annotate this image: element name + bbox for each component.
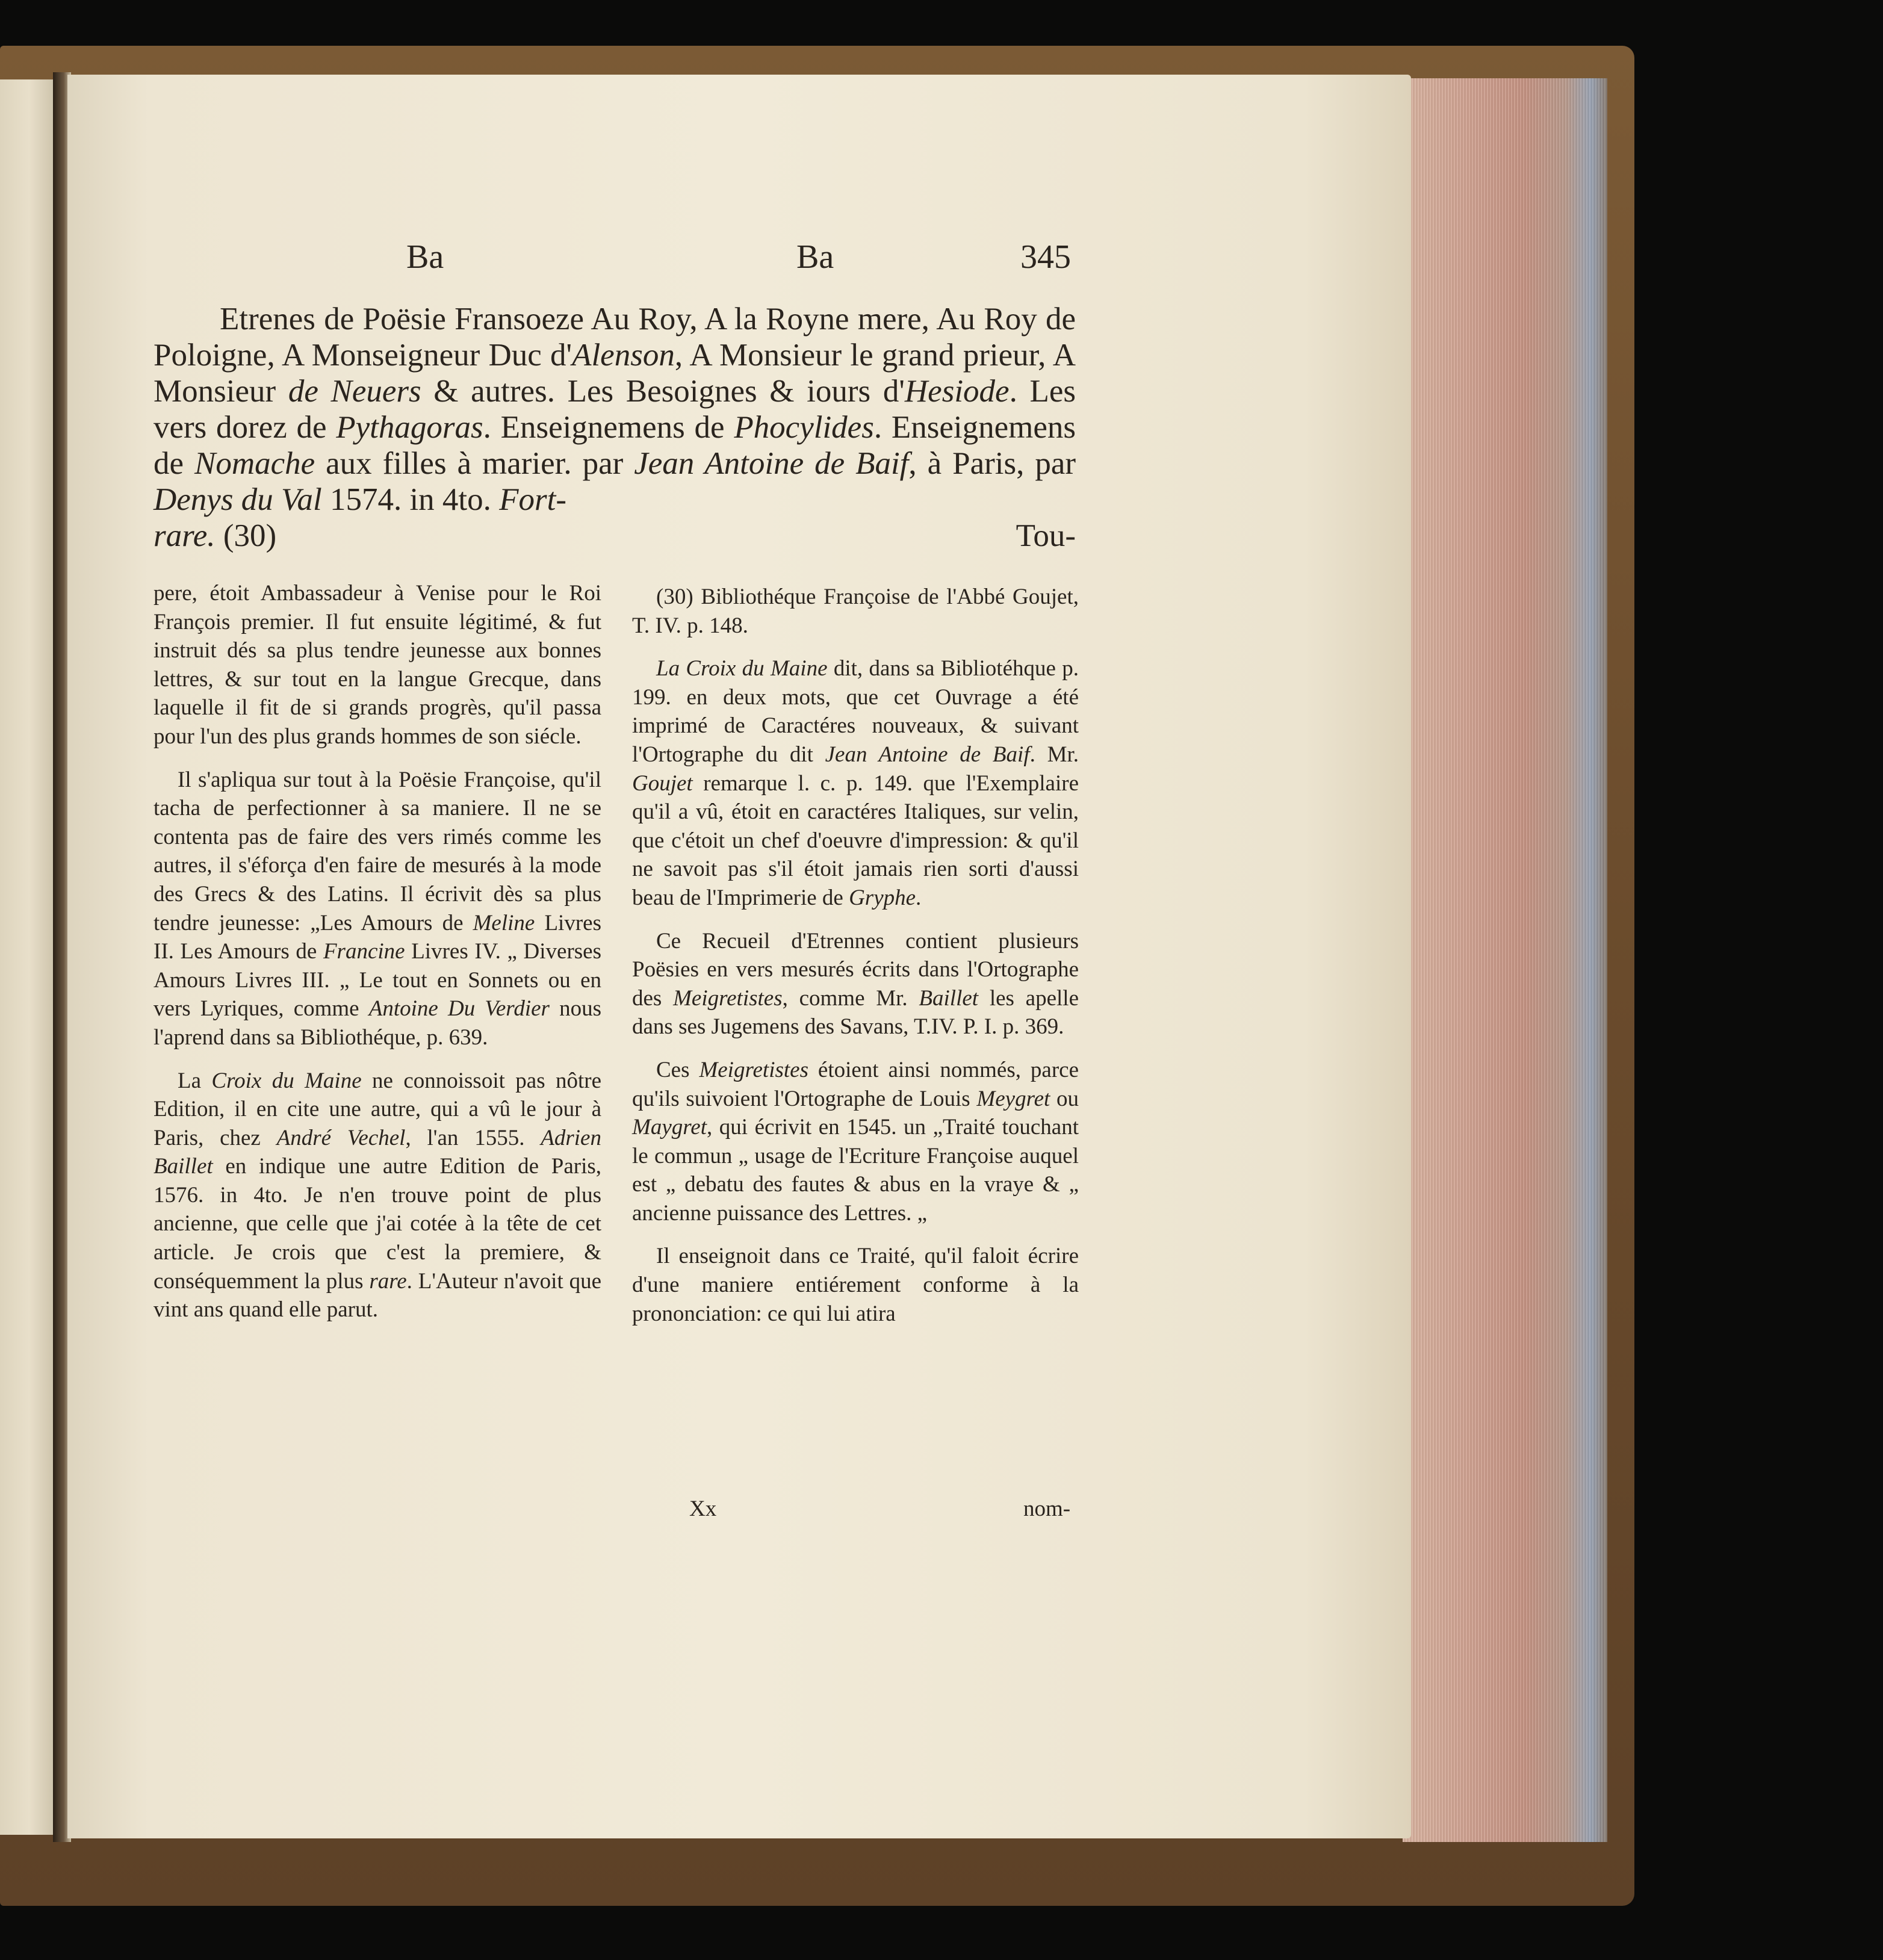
footnote-ref: (30) [215, 518, 277, 553]
paragraph: pere, étoit Ambassadeur à Venise pour le Roi François premier. Il fut ensuite légitimé, & fut instruit dés sa plus tendre jeunesse aux bonnes lettres, & sur tout en la langue Grecque, dans laquelle il fit de si grands progrès, qu'il passa pour l'un des plus grands hommes de son siécle. [154, 581, 601, 749]
intro-italic: Pythagoras [336, 410, 483, 445]
left-column [154, 579, 601, 1339]
paragraph: Ces Meigretistes étoient ainsi nommés, parce qu'ils suivoient l'Ortographe de Louis Meygret ou Maygret, qui écrivit en 1545. un „Traité touchant le commun „ usage de l'Ecriture Françoise auquel est „ debatu des fautes & abus en la vraye & „ ancienne puissance des Lettres. „ [632, 1057, 1079, 1226]
intro-text: Etrenes de Poësie Fransoeze Au Roy, A la Royne mere, Au Roy de Poloigne, A Monseigneur Duc d' [154, 302, 1076, 373]
intro-text: aux filles à marier. par [315, 446, 634, 481]
intro-italic: Denys du Val [154, 482, 322, 517]
intro-italic: Phocylides [734, 410, 874, 445]
intro-italic: rare. [154, 518, 216, 553]
header-center: Ba [796, 238, 834, 276]
intro-text: , à Paris, par [908, 446, 1076, 481]
intro-italic: de Neuers [288, 374, 421, 409]
catchword: Tou- [1016, 518, 1076, 553]
intro-text: . Enseignemens de [483, 410, 734, 445]
intro-text: , A Monsieur le grand prieur, A Monsieur [154, 338, 1076, 409]
footnote: (30) Bibliothéque Françoise de l'Abbé Goujet, T. IV. p. 148. [632, 585, 1079, 638]
intro-italic: Hesiode [904, 374, 1010, 409]
right-column [632, 583, 1079, 1342]
page-edges [1403, 78, 1607, 1842]
facing-page [0, 79, 53, 1835]
intro-italic: Fort- [499, 482, 567, 517]
intro-italic: Nomache [194, 446, 315, 481]
page-number: 345 [1020, 238, 1071, 276]
signature-mark: Xx [689, 1496, 717, 1521]
paragraph: Ce Recueil d'Etrennes contient plusieurs Poësies en vers mesurés écrits dans l'Ortographe des Meigretistes, comme Mr. Baillet les apelle dans ses Jugemens des Savans, T.IV. P. I. p. 369. [632, 928, 1079, 1040]
intro-text: & autres. Les Besoignes & iours d' [421, 374, 905, 409]
intro-text: . Enseignemens de [154, 410, 1076, 481]
header-left: Ba [406, 238, 444, 276]
paragraph: La Croix du Maine dit, dans sa Bibliotéhque p. 199. en deux mots, que cet Ouvrage a été imprimé de Caractéres nouveaux, & suivant l'Ortographe du dit Jean Antoine de Baif. Mr. Goujet remarque l. c. p. 149. que l'Exemplaire qu'il a vû, étoit en caractéres Italiques, sur velin, que c'étoit un chef d'oeuvre d'impression: & qu'il ne savoit pas s'il étoit jamais rien sorti d'aussi beau de l'Imprimerie de Gryphe. [632, 656, 1079, 910]
footer-catchword: nom- [1023, 1496, 1071, 1521]
paragraph: Il enseignoit dans ce Traité, qu'il faloit écrire d'une maniere entiérement conforme à la prononciation: ce qui lui atira [632, 1244, 1079, 1326]
intro-text: 1574. in 4to. [321, 482, 500, 517]
intro-italic: Alenson [572, 338, 675, 373]
intro-entry [154, 301, 1076, 554]
intro-italic: Jean Antoine de Baif [634, 446, 909, 481]
intro-text: . Les vers dorez de [154, 374, 1076, 445]
paragraph: La Croix du Maine ne connoissoit pas nôtre Edition, il en cite une autre, qui a vû le jour à Paris, chez André Vechel, l'an 1555. Adrien Baillet en indique une autre Edition de Paris, 1576. in 4to. Je n'en trouve point de plus ancienne, que celle que j'ai cotée à la tête de cet article. Je crois que c'est la premiere, & conséquemment la plus rare. L'Auteur n'avoit que vint ans quand elle parut. [154, 1068, 601, 1323]
paragraph: Il s'apliqua sur tout à la Poësie Françoise, qu'il tacha de perfectionner à sa maniere. Il ne se contenta pas de faire des vers rimés comme les autres, il s'éforça d'en faire de mesurés à la mode des Grecs & des Latins. Il écrivit dès sa plus tendre jeunesse: „Les Amours de Meline Livres II. Les Amours de Francine Livres IV. „ Diverses Amours Livres III. „ Le tout en Sonnets ou en vers Lyriques, comme Antoine Du Verdier nous l'aprend dans sa Bibliothéque, p. 639. [154, 767, 602, 1050]
intro-last-line [154, 518, 1076, 554]
